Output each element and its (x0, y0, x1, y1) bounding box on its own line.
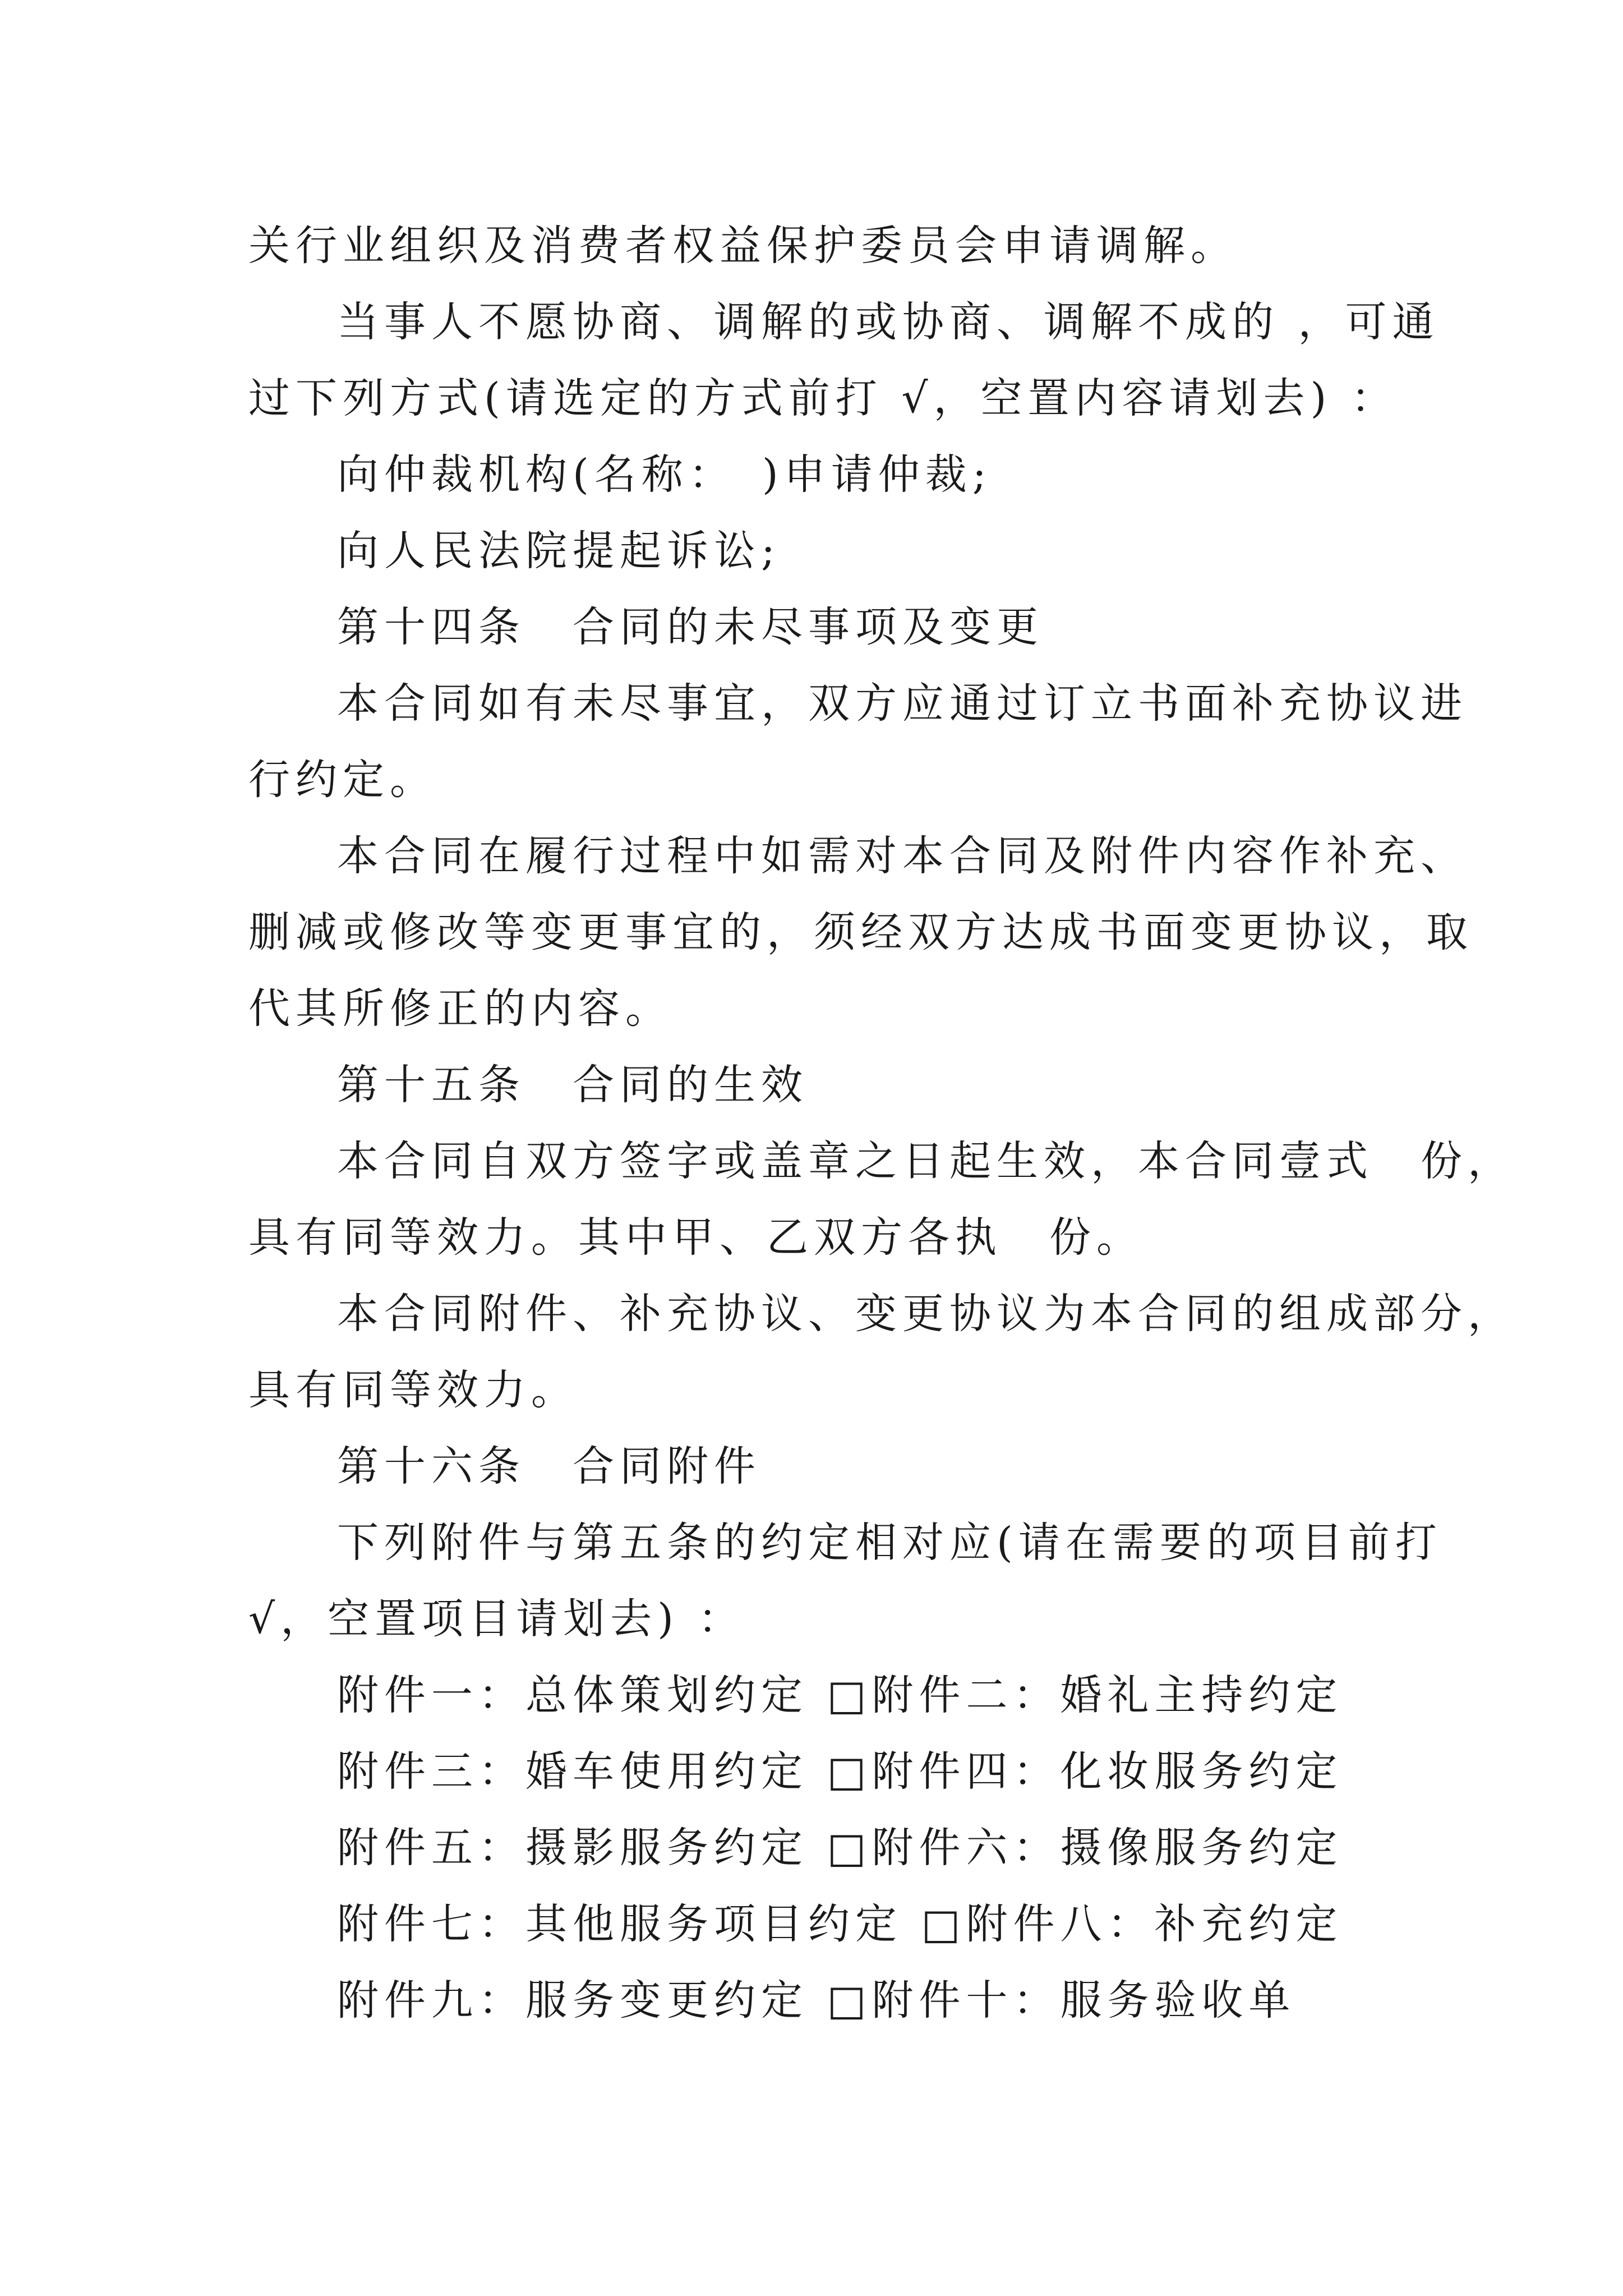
text-line: 具有同等效力。 (248, 1366, 578, 1414)
section-heading: 第十五条 合同的生效 (337, 1061, 808, 1109)
text-line: 具有同等效力。其中甲、乙双方各执 份。 (248, 1213, 1144, 1262)
attachment-line: 附件一：总体策划约定 □附件二：婚礼主持约定 (337, 1671, 1343, 1719)
text-line: 本合同附件、补充协议、变更协议为本合同的组成部分， (337, 1290, 1515, 1338)
text-line: 本合同自双方签字或盖章之日起生效，本合同壹式 份， (337, 1137, 1515, 1185)
section-heading: 第十六条 合同附件 (337, 1442, 761, 1490)
text-line: 删减或修改等变更事宜的，须经双方达成书面变更协议，取 (248, 908, 1473, 956)
text-line: 代其所修正的内容。 (248, 984, 672, 1033)
text-line: 关行业组织及消费者权益保护委员会申请调解。 (248, 222, 1238, 270)
text-line: 行约定。 (248, 756, 437, 804)
text-line: 向仲裁机构(名称： )申请仲裁; (337, 450, 992, 499)
text-line: 本合同在履行过程中如需对本合同及附件内容作补充、 (337, 832, 1468, 880)
text-line: 当事人不愿协商、调解的或协商、调解不成的 ，可通 (337, 298, 1440, 346)
attachment-line: 附件九：服务变更约定 □附件十：服务验收单 (337, 1976, 1296, 2024)
attachment-line: 附件七：其他服务项目约定 □附件八：补充约定 (337, 1900, 1343, 1948)
attachment-line: 附件五：摄影服务约定 □附件六：摄像服务约定 (337, 1824, 1343, 1872)
text-line: 下列附件与第五条的约定相对应(请在需要的项目前打 (337, 1519, 1442, 1567)
attachment-line: 附件三：婚车使用约定 □附件四：化妆服务约定 (337, 1747, 1343, 1796)
text-line: 本合同如有未尽事宜，双方应通过订立书面补充协议进 (337, 679, 1468, 728)
document-body (248, 208, 1515, 2039)
text-line: √，空置项目请划去) ： (248, 1595, 745, 1643)
text-line: 向人民法院提起诉讼; (337, 527, 781, 575)
section-heading: 第十四条 合同的未尽事项及变更 (337, 603, 1044, 651)
text-line: 过下列方式(请选定的方式前打 √，空置内容请划去) ： (248, 374, 1398, 422)
